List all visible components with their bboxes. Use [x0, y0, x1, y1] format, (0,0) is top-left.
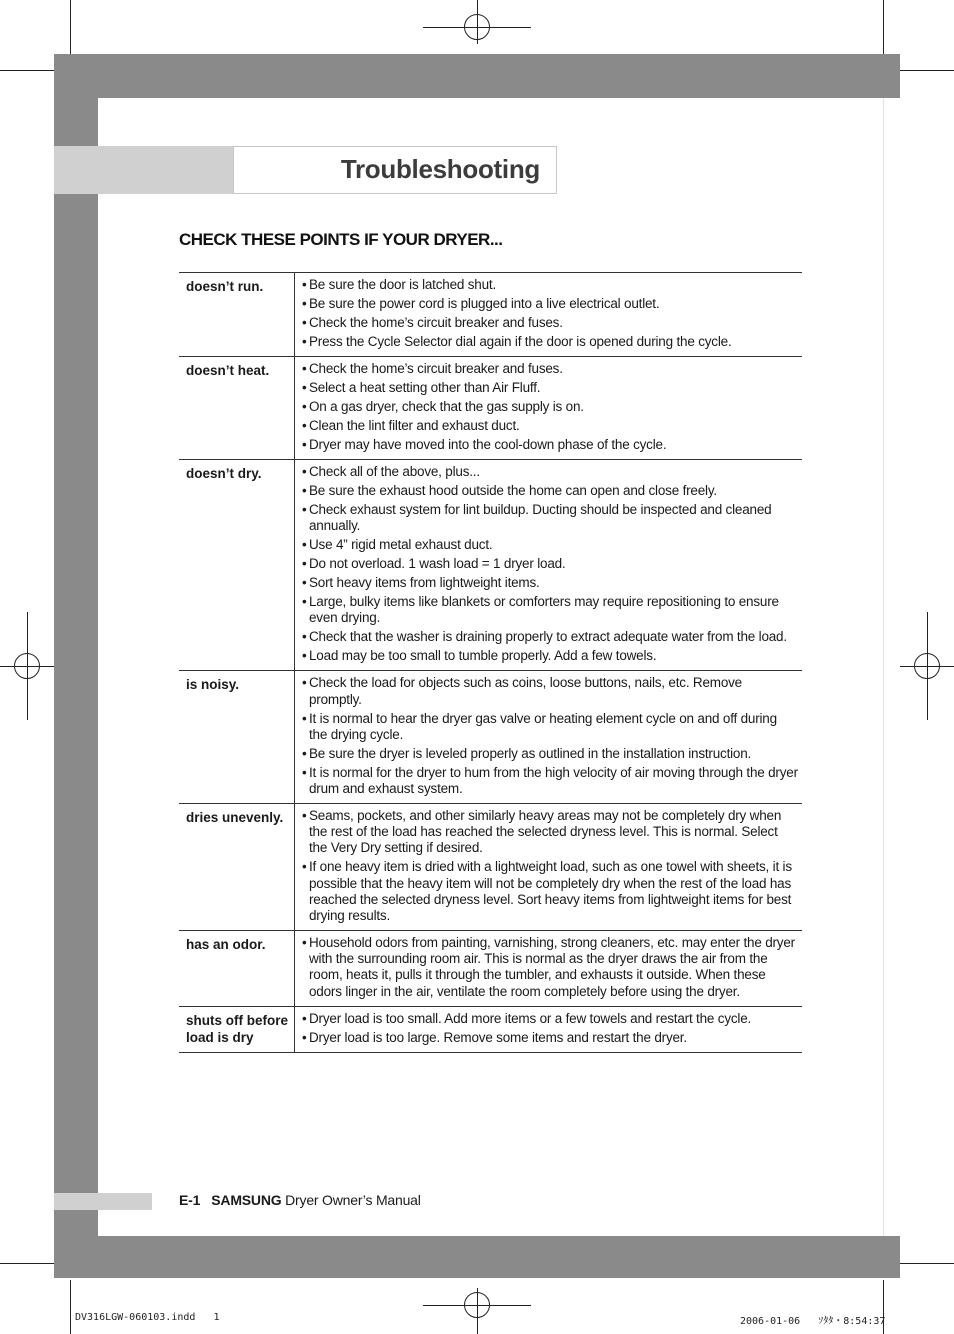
tip-item: • Clean the lint filter and exhaust duct.	[302, 418, 798, 434]
tip-list	[295, 273, 802, 356]
manual-title: Dryer Owner’s Manual	[285, 1192, 421, 1208]
footer-bar	[54, 1193, 152, 1210]
crop-mark	[70, 1280, 71, 1334]
tip-item: • Be sure the dryer is leveled properly as outlined in the installation instruction.	[302, 746, 798, 762]
tip-list	[295, 931, 802, 1006]
section-heading: CHECK THESE POINTS IF YOUR DRYER...	[179, 230, 503, 249]
page-number: E-1	[179, 1192, 201, 1208]
table-row	[179, 671, 802, 804]
registration-mark	[14, 653, 40, 679]
condition-label: doesn’t heat.	[179, 357, 295, 459]
crop-mark	[70, 0, 71, 54]
slug-timestamp: 2006-01-06 ｿﾀﾀ・8:54:37	[740, 1316, 886, 1327]
table-row	[179, 1007, 802, 1053]
page-frame-left	[54, 54, 98, 1278]
tip-item: • Dryer load is too large. Remove some items and restart the dryer.	[302, 1030, 798, 1046]
crop-mark	[883, 0, 884, 54]
condition-label: doesn’t run.	[179, 273, 295, 356]
page-edge-line	[883, 98, 884, 1236]
tip-item: • Do not overload. 1 wash load = 1 dryer load.	[302, 556, 798, 572]
tip-item: • If one heavy item is dried with a lightweight load, such as one towel with sheets, it is possible that the heavy item will not be completely dry when the rest of the load has reached the selected dryness level. Sort heavy items from lightweight items for best drying results.	[302, 859, 798, 924]
tip-list	[295, 804, 802, 930]
tip-item: • It is normal to hear the dryer gas valve or heating element cycle on and off during the drying cycle.	[302, 711, 798, 743]
condition-label: has an odor.	[179, 931, 295, 1006]
troubleshooting-table	[179, 272, 802, 1053]
tip-item: • Sort heavy items from lightweight items.	[302, 575, 798, 591]
registration-mark	[914, 653, 940, 679]
title-box	[233, 146, 557, 194]
tip-item: • It is normal for the dryer to hum from the high velocity of air moving through the dryer drum and exhaust system.	[302, 765, 798, 797]
table-row	[179, 357, 802, 460]
table-row	[179, 273, 802, 357]
tip-item: • Seams, pockets, and other similarly heavy areas may not be completely dry when the rest of the load has reached the selected dryness level. This is normal. Select the Very Dry setting if desired.	[302, 808, 798, 857]
tip-item: • Be sure the exhaust hood outside the home can open and close freely.	[302, 483, 798, 499]
table-row	[179, 931, 802, 1007]
condition-label: shuts off before load is dry	[179, 1007, 295, 1052]
tip-item: • Use 4” rigid metal exhaust duct.	[302, 537, 798, 553]
tip-item: • Check the home’s circuit breaker and fuses.	[302, 315, 798, 331]
condition-label: is noisy.	[179, 671, 295, 803]
tip-item: • Check that the washer is draining properly to extract adequate water from the load.	[302, 629, 798, 645]
page-title: Troubleshooting	[340, 154, 540, 184]
tip-item: • Large, bulky items like blankets or comforters may require repositioning to ensure even drying.	[302, 594, 798, 626]
tip-item: • Household odors from painting, varnishing, strong cleaners, etc. may enter the dryer with the surrounding room air. This is normal as the dryer draws the air from the room, heats it, pulls it through the tumbler, and exhausts it outside. When these odors linger in the air, ventilate the room completely before using the dryer.	[302, 935, 798, 1000]
registration-mark	[464, 14, 490, 40]
tip-item: • Check the load for objects such as coins, loose buttons, nails, etc. Remove promptly.	[302, 675, 798, 707]
tip-list	[295, 1007, 802, 1052]
brand-name: SAMSUNG	[211, 1192, 282, 1208]
table-row	[179, 804, 802, 931]
condition-label: dries unevenly.	[179, 804, 295, 930]
registration-mark	[464, 1292, 490, 1318]
tip-item: • Be sure the power cord is plugged into a live electrical outlet.	[302, 296, 798, 312]
tip-list	[295, 357, 802, 459]
slug-filename: DV316LGW-060103.indd 1	[75, 1312, 220, 1323]
crop-mark	[0, 70, 54, 71]
crop-mark	[0, 1263, 54, 1264]
tip-item: • Check all of the above, plus...	[302, 464, 798, 480]
tip-list	[295, 671, 802, 803]
footer	[179, 1192, 421, 1208]
crop-mark	[900, 70, 954, 71]
tip-item: • Dryer load is too small. Add more items or a few towels and restart the cycle.	[302, 1011, 798, 1027]
title-band	[54, 146, 234, 194]
page-frame-top	[54, 54, 900, 98]
tip-item: • Load may be too small to tumble properly. Add a few towels.	[302, 648, 798, 664]
page-frame-bottom	[54, 1236, 900, 1278]
tip-item: • Check exhaust system for lint buildup. Ducting should be inspected and cleaned annually.	[302, 502, 798, 534]
condition-label: doesn’t dry.	[179, 460, 295, 670]
tip-item: • Check the home’s circuit breaker and fuses.	[302, 361, 798, 377]
tip-item: • Dryer may have moved into the cool-down phase of the cycle.	[302, 437, 798, 453]
tip-item: • Be sure the door is latched shut.	[302, 277, 798, 293]
crop-mark	[900, 1263, 954, 1264]
tip-item: • On a gas dryer, check that the gas supply is on.	[302, 399, 798, 415]
tip-item: • Select a heat setting other than Air Fluff.	[302, 380, 798, 396]
table-row	[179, 460, 802, 671]
tip-item: • Press the Cycle Selector dial again if the door is opened during the cycle.	[302, 334, 798, 350]
tip-list	[295, 460, 802, 670]
